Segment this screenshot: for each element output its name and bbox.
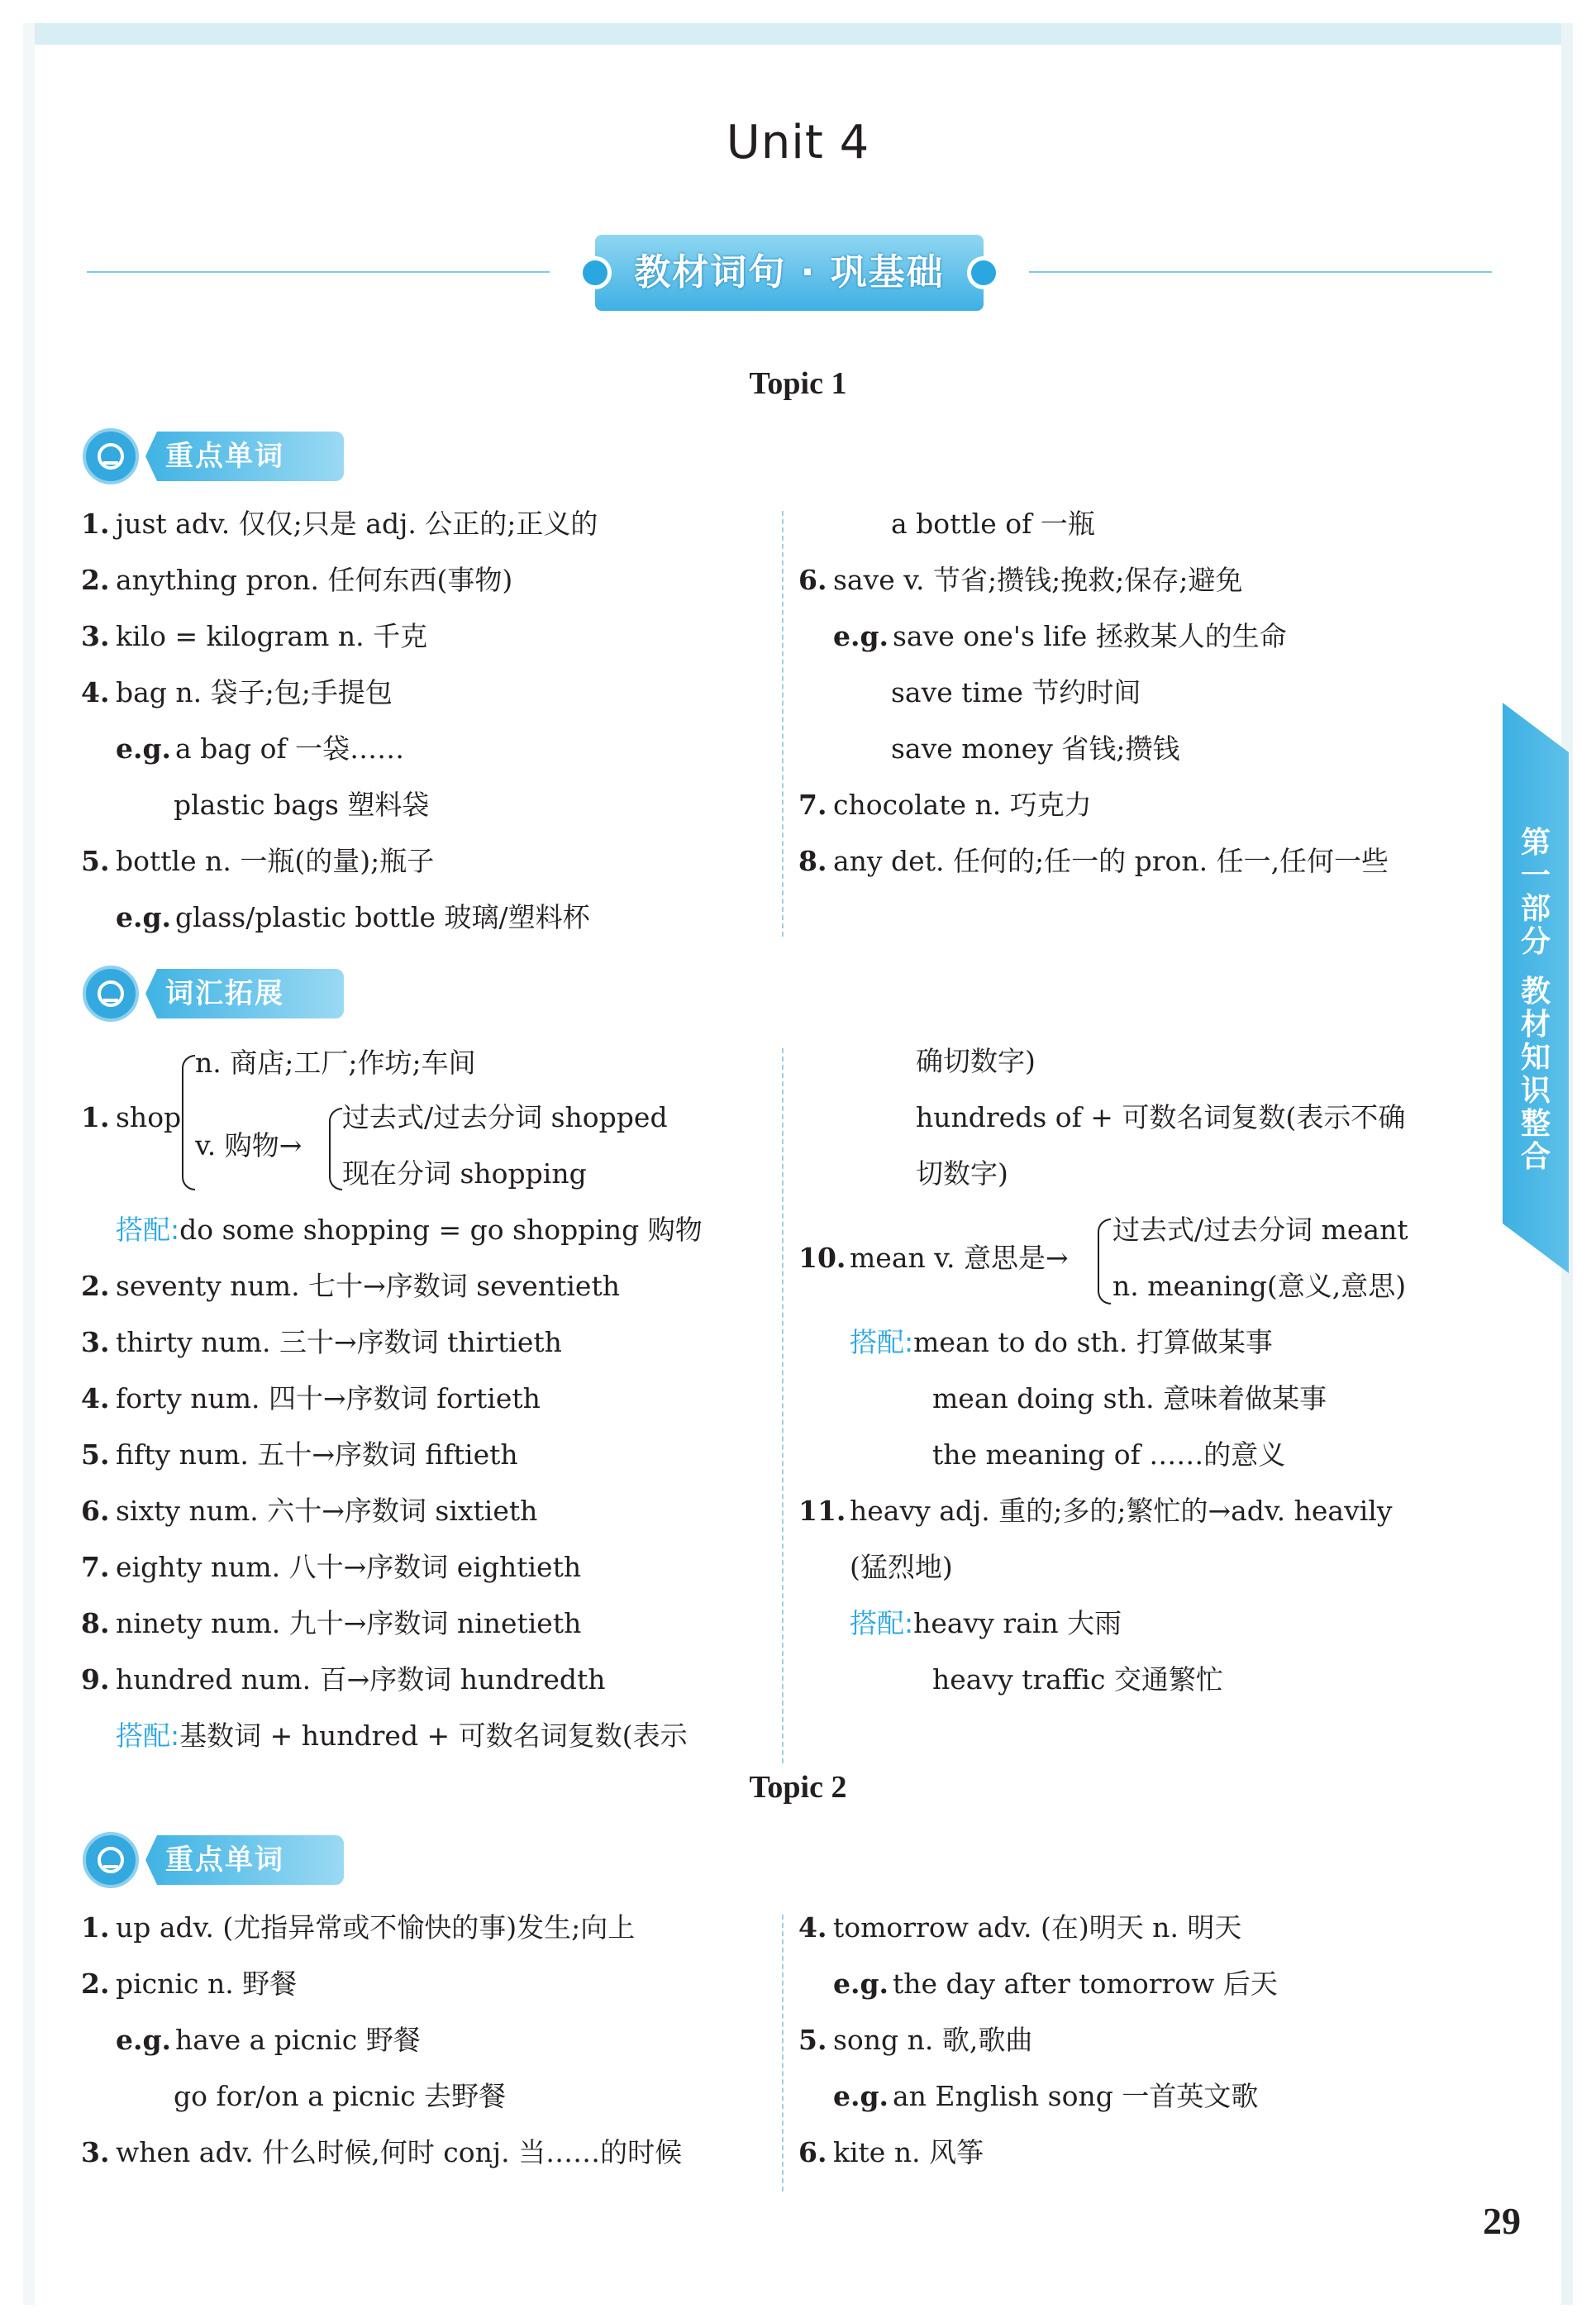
brace: [1098, 1219, 1111, 1305]
heavy-line-2: (猛烈地): [850, 1551, 953, 1583]
entry-text: thirty num. 三十→序数词 thirtieth: [116, 1326, 562, 1358]
example-label: e.g.: [116, 901, 172, 933]
entry-number: 3.: [81, 620, 110, 652]
entry-number: 6.: [81, 1495, 110, 1527]
banner-line-right: [1029, 271, 1492, 273]
example-label: e.g.: [833, 1968, 889, 2000]
example-label: e.g.: [116, 2024, 172, 2056]
entry-text: save v. 节省;攒钱;挽救;保存;避免: [833, 564, 1243, 596]
heavy-collocation-1: [850, 1605, 1122, 1642]
mean-collocation-1: [850, 1324, 1273, 1361]
side-tab-char: 第: [1520, 826, 1551, 860]
entry-number: 5.: [81, 845, 110, 877]
book-icon: [83, 428, 139, 484]
collocation-label: 搭配:: [850, 1326, 914, 1358]
heavy-line-1: heavy adj. 重的;多的;繁忙的→adv. heavily: [850, 1495, 1393, 1527]
key-words-label-topic2: [83, 1832, 347, 1888]
entry-text: seventy num. 七十→序数词 seventieth: [116, 1270, 620, 1302]
entry-text: bag n. 袋子;包;手提包: [116, 676, 393, 708]
entry-text: save money 省钱;攒钱: [891, 732, 1180, 765]
entry-number: 8.: [798, 845, 827, 877]
shop-sense-1: n. 商店;工厂;作坊;车间: [195, 1047, 476, 1079]
entry-text: any det. 任何的;任一的 pron. 任一,任何一些: [833, 845, 1389, 877]
entry-text: eighty num. 八十→序数词 eightieth: [116, 1551, 582, 1583]
entry-text: a bottle of 一瓶: [891, 508, 1095, 540]
collocation-label: 搭配:: [850, 1607, 914, 1639]
side-section-text: [1503, 827, 1569, 1174]
banner-title: 教材词句 · 巩基础: [634, 251, 945, 293]
key-words-label-text: 重点单词: [165, 440, 284, 473]
entry-text: save one's life 拯救某人的生命: [893, 620, 1287, 652]
mean-past: 过去式/过去分词 meant: [1112, 1214, 1408, 1246]
entry-text: kite n. 风筝: [833, 2136, 984, 2168]
entry-number: 2.: [81, 1270, 110, 1302]
key-words-label-text: 重点单词: [165, 1844, 284, 1877]
hundred-cont-2: hundreds of + 可数名词复数(表示不确: [916, 1101, 1406, 1133]
shop-past: 过去式/过去分词 shopped: [342, 1101, 668, 1133]
entry-number: 9.: [81, 1663, 110, 1696]
side-tab-char: 合: [1520, 1140, 1551, 1174]
entry-number: 7.: [81, 1551, 110, 1583]
example-label: e.g.: [833, 620, 889, 652]
entry-number: 11.: [798, 1495, 846, 1527]
side-tab-char: 教: [1520, 975, 1551, 1009]
key-words-label-topic1: [83, 428, 347, 484]
side-tab-char: 分: [1520, 925, 1551, 959]
mean-head: mean v. 意思是→: [850, 1242, 1069, 1274]
entry-number: 1.: [81, 508, 110, 540]
entry-text: bottle n. 一瓶(的量);瓶子: [116, 845, 435, 877]
book-icon: [83, 1832, 139, 1888]
mean-collocation-3: the meaning of ……的意义: [932, 1438, 1286, 1471]
side-tab-char: 识: [1520, 1074, 1551, 1108]
entry-text: a bag of 一袋……: [175, 732, 405, 765]
example-label: e.g.: [116, 732, 172, 765]
entry-text: tomorrow adv. (在)明天 n. 明天: [833, 1911, 1242, 1944]
collocation-text: mean to do sth. 打算做某事: [913, 1326, 1273, 1358]
entry-text: fifty num. 五十→序数词 fiftieth: [116, 1438, 518, 1471]
hundred-cont-1: 确切数字): [916, 1045, 1036, 1077]
shop-sense-2: v. 购物→: [195, 1129, 303, 1162]
side-tab-char: 知: [1520, 1041, 1551, 1075]
column-divider: [782, 1048, 784, 1763]
entry-text: save time 节约时间: [891, 676, 1141, 708]
collocation-text: 基数词 + hundred + 可数名词复数(表示: [179, 1720, 688, 1752]
topic-2-title: Topic 2: [749, 1770, 847, 1805]
entry-number: 8.: [81, 1607, 110, 1639]
brace: [182, 1055, 195, 1190]
side-tab-char: 部: [1520, 892, 1551, 926]
entry-number: 1.: [81, 1101, 110, 1133]
entry-text: chocolate n. 巧克力: [833, 789, 1092, 821]
column-divider: [782, 511, 784, 937]
side-tab-char: 材: [1520, 1008, 1551, 1042]
entry-text: plastic bags 塑料袋: [174, 789, 430, 821]
book-icon: [83, 966, 139, 1022]
top-border-strip: [23, 23, 1573, 45]
entry-number: 1.: [81, 1911, 110, 1944]
entry-text: forty num. 四十→序数词 fortieth: [116, 1382, 541, 1414]
collocation-label: 搭配:: [116, 1720, 180, 1752]
brace: [329, 1108, 342, 1190]
entry-text: song n. 歌,歌曲: [833, 2024, 1033, 2056]
entry-text: hundred num. 百→序数词 hundredth: [116, 1663, 606, 1696]
entry-number: 7.: [798, 789, 827, 821]
entry-number: 3.: [81, 2136, 110, 2168]
entry-number: 6.: [798, 2136, 827, 2168]
entry-text: just adv. 仅仅;只是 adj. 公正的;正义的: [116, 508, 598, 540]
mean-collocation-2: mean doing sth. 意味着做某事: [932, 1382, 1327, 1414]
collocation-text: heavy rain 大雨: [913, 1607, 1122, 1639]
entry-text: anything pron. 任何东西(事物): [116, 564, 513, 596]
topic-1-title: Topic 1: [749, 366, 847, 401]
mean-noun: n. meaning(意义,意思): [1112, 1270, 1407, 1302]
entry-word: shop: [116, 1101, 182, 1133]
page-number: 29: [1483, 2200, 1521, 2242]
entry-text: ninety num. 九十→序数词 ninetieth: [116, 1607, 582, 1639]
entry-text: kilo = kilogram n. 千克: [116, 620, 428, 652]
entry-text: glass/plastic bottle 玻璃/塑料杯: [175, 901, 590, 933]
entry-number: 2.: [81, 564, 110, 596]
side-tab-char: 一: [1520, 859, 1551, 893]
entry-text: the day after tomorrow 后天: [893, 1968, 1278, 2000]
entry-number: 3.: [81, 1326, 110, 1358]
example-label: e.g.: [833, 2080, 889, 2112]
entry-text: go for/on a picnic 去野餐: [174, 2080, 507, 2112]
entry-text: sixty num. 六十→序数词 sixtieth: [116, 1495, 538, 1527]
section-banner: [579, 235, 1000, 311]
shop-present: 现在分词 shopping: [342, 1157, 587, 1190]
banner-line-left: [87, 271, 550, 273]
unit-title: Unit 4: [726, 116, 870, 169]
entry-number: 4.: [798, 1911, 827, 1944]
entry-text: picnic n. 野餐: [116, 1968, 298, 2000]
vocab-expand-label: [83, 966, 347, 1022]
shop-collocation: [116, 1212, 703, 1248]
entry-number: 2.: [81, 1968, 110, 2000]
vocab-expand-label-text: 词汇拓展: [165, 977, 284, 1010]
entry-number: 4.: [81, 676, 110, 708]
collocation-text: do some shopping = go shopping 购物: [179, 1214, 703, 1246]
entry-number: 4.: [81, 1382, 110, 1414]
entry-text: when adv. 什么时候,何时 conj. 当……的时候: [116, 2136, 683, 2168]
entry-number: 6.: [798, 564, 827, 596]
entry-number: 5.: [81, 1438, 110, 1471]
heavy-collocation-2: heavy traffic 交通繁忙: [932, 1663, 1223, 1696]
hundred-collocation: [116, 1718, 688, 1754]
entry-text: an English song 一首英文歌: [893, 2080, 1259, 2112]
entry-text: up adv. (尤指异常或不愉快的事)发生;向上: [116, 1911, 636, 1944]
side-tab-char: 整: [1520, 1107, 1551, 1141]
column-divider: [782, 1915, 784, 2192]
hundred-cont-3: 切数字): [916, 1157, 1008, 1190]
entry-number: 5.: [798, 2024, 827, 2056]
collocation-label: 搭配:: [116, 1214, 180, 1246]
entry-text: have a picnic 野餐: [175, 2024, 421, 2056]
entry-number: 10.: [798, 1242, 846, 1274]
